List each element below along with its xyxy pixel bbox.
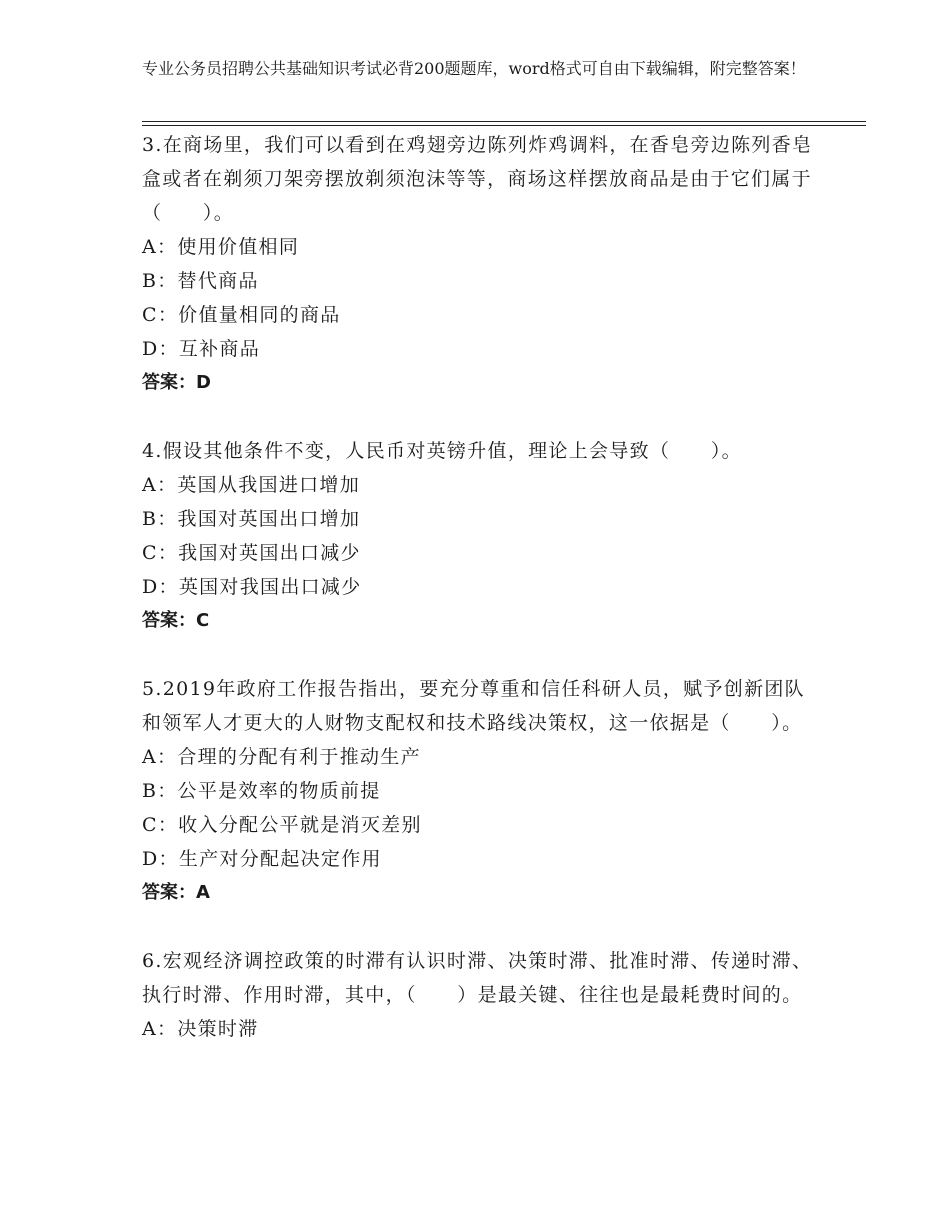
answer: 答案：D [142, 372, 211, 393]
option-c: C：我国对英国出口减少 [142, 542, 361, 564]
question-6 [142, 944, 822, 1046]
spacer [142, 910, 822, 944]
question-text: 5.2019年政府工作报告指出，要充分尊重和信任科研人员，赋予创新团队和领军人才更大的人财物支配权和技术路线决策权，这一依据是（ ）。 [142, 678, 805, 734]
spacer [142, 638, 822, 672]
option-b: B：替代商品 [142, 270, 259, 292]
option-d: D：生产对分配起决定作用 [142, 848, 382, 870]
option-a: A：合理的分配有利于推动生产 [142, 746, 421, 768]
option-a: A：使用价值相同 [142, 236, 300, 258]
option-d: D：英国对我国出口减少 [142, 576, 362, 598]
question-list [142, 128, 822, 1046]
question-5 [142, 672, 822, 910]
question-text: 6.宏观经济调控政策的时滞有认识时滞、决策时滞、批准时滞、传递时滞、执行时滞、作用时滞，其中，（ ）是最关键、往往也是最耗费时间的。 [142, 950, 813, 1006]
question-text: 3.在商场里，我们可以看到在鸡翅旁边陈列炸鸡调料，在香皂旁边陈列香皂盒或者在剃须刀架旁摆放剃须泡沫等等，商场这样摆放商品是由于它们属于（ ）。 [142, 134, 813, 224]
option-a: A：英国从我国进口增加 [142, 474, 361, 496]
header-rule-bottom [142, 125, 866, 126]
option-b: B：公平是效率的物质前提 [142, 780, 381, 802]
option-a: A：决策时滞 [142, 1018, 259, 1040]
question-3 [142, 128, 822, 400]
option-b: B：我国对英国出口增加 [142, 508, 361, 530]
spacer [142, 400, 822, 434]
option-c: C：价值量相同的商品 [142, 304, 341, 326]
option-c: C：收入分配公平就是消灭差别 [142, 814, 422, 836]
document-header: 专业公务员招聘公共基础知识考试必背200题题库，word格式可自由下载编辑，附完整答案！ [142, 59, 806, 78]
answer: 答案：A [142, 882, 210, 903]
question-text: 4.假设其他条件不变，人民币对英镑升值，理论上会导致（ ）。 [142, 440, 742, 462]
option-d: D：互补商品 [142, 338, 261, 360]
question-4 [142, 434, 822, 638]
header-rule-top [142, 121, 866, 122]
answer: 答案：C [142, 610, 210, 631]
